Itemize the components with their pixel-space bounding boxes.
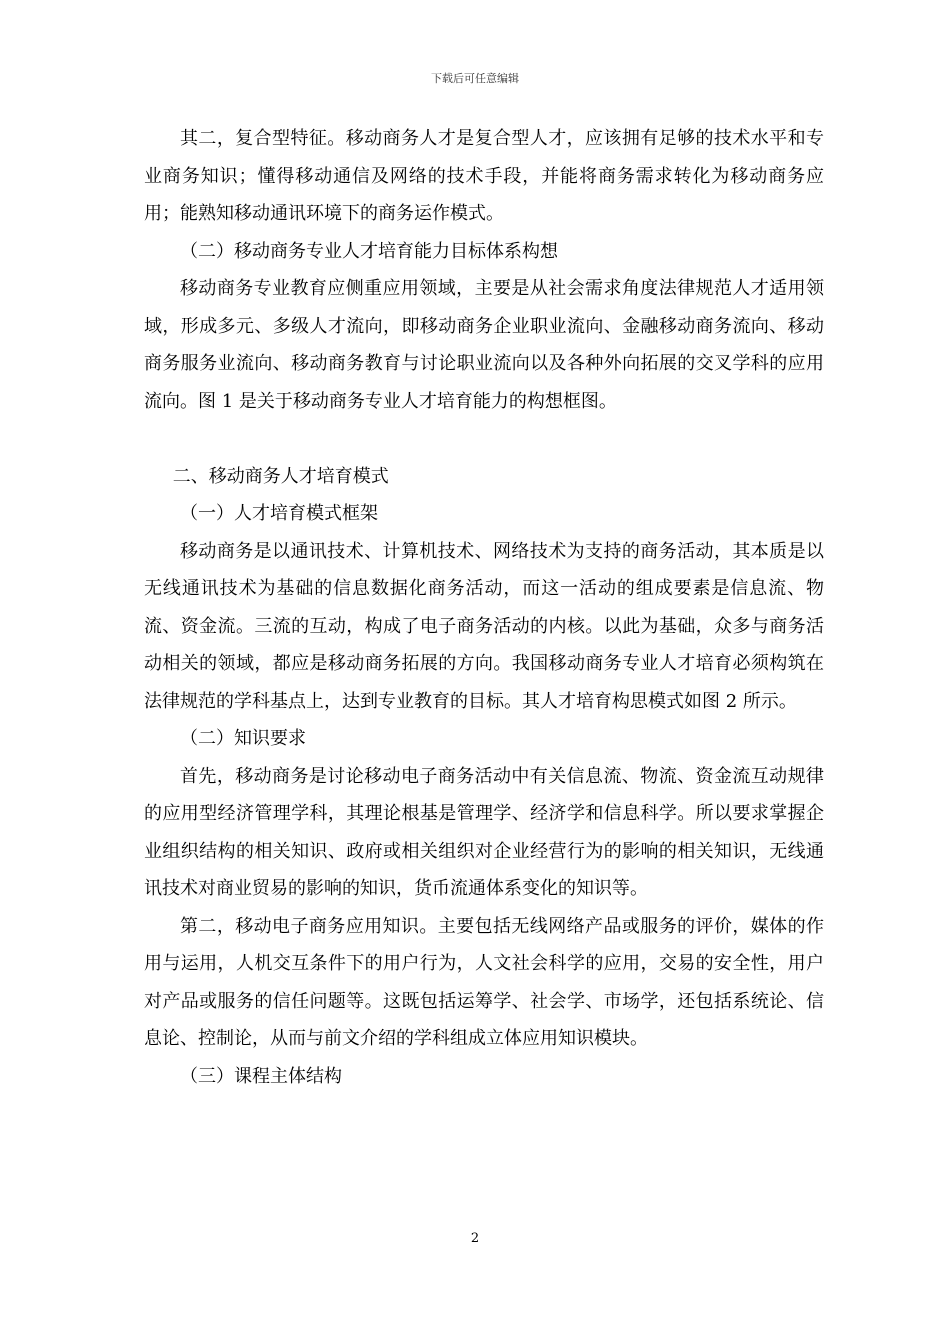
paragraph-spacer [144, 420, 824, 458]
page-number: 2 [470, 1231, 480, 1246]
section-heading-training-model: 二、移动商务人才培育模式 [172, 465, 389, 487]
paragraph-first-knowledge: 首先，移动商务是讨论移动电子商务活动中有关信息流、物流、资金流互动规律的应用型经济管理学科，其理论根基是管理学、经济学和信息科学。所以要求掌握企业组织结构的相关知识、政府或相关组织对企业经营行为的影响的相关知识，无线通讯技术对商业贸易的影响的知识，货币流通体系变化的知识等。 [144, 765, 824, 899]
subheading-knowledge-requirements: （二）知识要求 [180, 728, 306, 749]
paragraph-second-knowledge: 第二，移动电子商务应用知识。主要包括无线网络产品或服务的评价，媒体的作用与运用，人机交互条件下的用户行为，人文社会科学的应用，交易的安全性，用户对产品或服务的信任问题等。这既包括运筹学、社会学、市场学，还包括系统论、信息论、控制论，从而与前文介绍的学科组成立体应用知识模块。 [144, 915, 824, 1049]
page-header: 下载后可任意编辑 [431, 72, 519, 85]
subheading-capability-target: （二）移动商务专业人才培育能力目标体系构想 [180, 240, 558, 262]
subheading-course-structure: （三）课程主体结构 [180, 1065, 342, 1087]
paragraph-composite-feature: 其二，复合型特征。移动商务人才是复合型人才，应该拥有足够的技术水平和专业商务知识；懂得移动通信及网络的技术手段，并能将商务需求转化为移动商务应用；能熟知移动通讯环境下的商务运作模式。 [144, 128, 824, 224]
document-body [144, 120, 824, 1095]
subheading-model-framework: （一）人才培育模式框架 [180, 503, 378, 524]
paragraph-model-description: 移动商务是以通讯技术、计算机技术、网络技术为支持的商务活动，其本质是以无线通讯技术为基础的信息数据化商务活动，而这一活动的组成要素是信息流、物流、资金流。三流的互动，构成了电子商务活动的内核。以此为基础，众多与商务活动相关的领域，都应是移动商务拓展的方向。我国移动商务专业人才培育必须构筑在法律规范的学科基点上，达到专业教育的目标。其人才培育构思模式如图 2 所示。 [144, 540, 824, 712]
paragraph-education-focus: 移动商务专业教育应侧重应用领域，主要是从社会需求角度法律规范人才适用领域，形成多元、多级人才流向，即移动商务企业职业流向、金融移动商务流向、移动商务服务业流向、移动商务教育与讨论职业流向以及各种外向拓展的交叉学科的应用流向。图 1 是关于移动商务专业人才培育能力的构想框图。 [144, 278, 824, 412]
